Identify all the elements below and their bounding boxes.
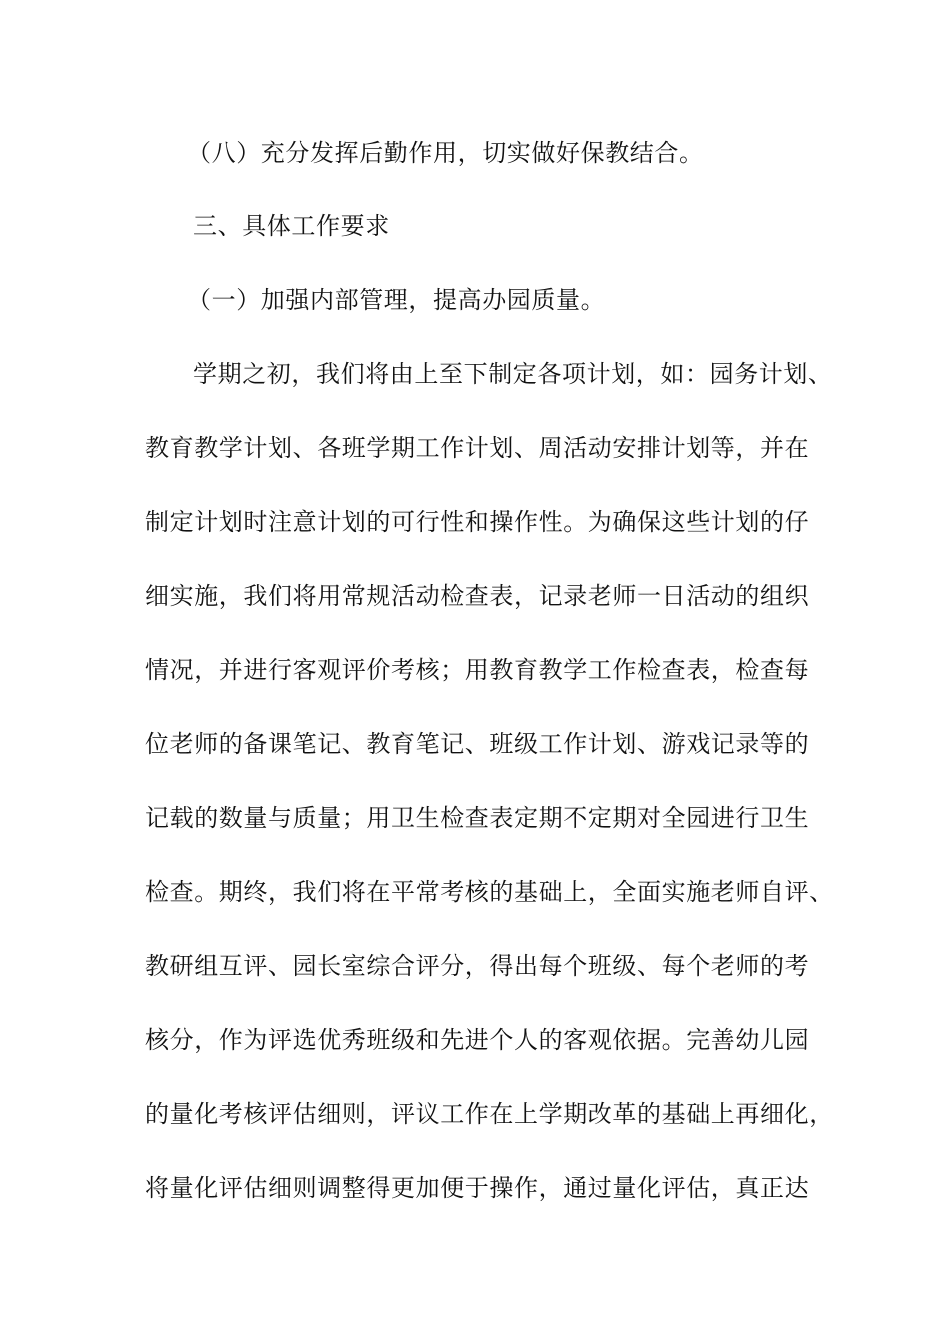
section-heading-1: （一）加强内部管理，提高办园质量。 — [187, 286, 606, 314]
paragraph-line: 情况，并进行客观评价考核；用教育教学工作检查表，检查每 — [145, 656, 810, 684]
paragraph-line: 的量化考核评估细则，评议工作在上学期改革的基础上再细化， — [145, 1100, 834, 1128]
section-heading-8: （八）充分发挥后勤作用，切实做好保教结合。 — [187, 139, 704, 167]
paragraph-line: 制定计划时注意计划的可行性和操作性。为确保这些计划的仔 — [145, 508, 810, 536]
chapter-heading-3: 三、具体工作要求 — [193, 212, 390, 240]
paragraph-line: 位老师的备课笔记、教育笔记、班级工作计划、游戏记录等的 — [145, 730, 810, 758]
paragraph-line: 细实施，我们将用常规活动检查表，记录老师一日活动的组织 — [145, 582, 810, 610]
paragraph-line: 教研组互评、园长室综合评分，得出每个班级、每个老师的考 — [145, 952, 810, 980]
paragraph-line: 检查。期终，我们将在平常考核的基础上，全面实施老师自评、 — [145, 878, 834, 906]
paragraph-line: 教育教学计划、各班学期工作计划、周活动安排计划等，并在 — [145, 434, 810, 462]
paragraph-line: 将量化评估细则调整得更加便于操作，通过量化评估，真正达 — [145, 1174, 810, 1202]
paragraph-line: 核分，作为评选优秀班级和先进个人的客观依据。完善幼儿园 — [145, 1026, 810, 1054]
paragraph-line: 学期之初，我们将由上至下制定各项计划，如：园务计划、 — [193, 360, 833, 388]
paragraph-line: 记载的数量与质量；用卫生检查表定期不定期对全园进行卫生 — [145, 804, 810, 832]
